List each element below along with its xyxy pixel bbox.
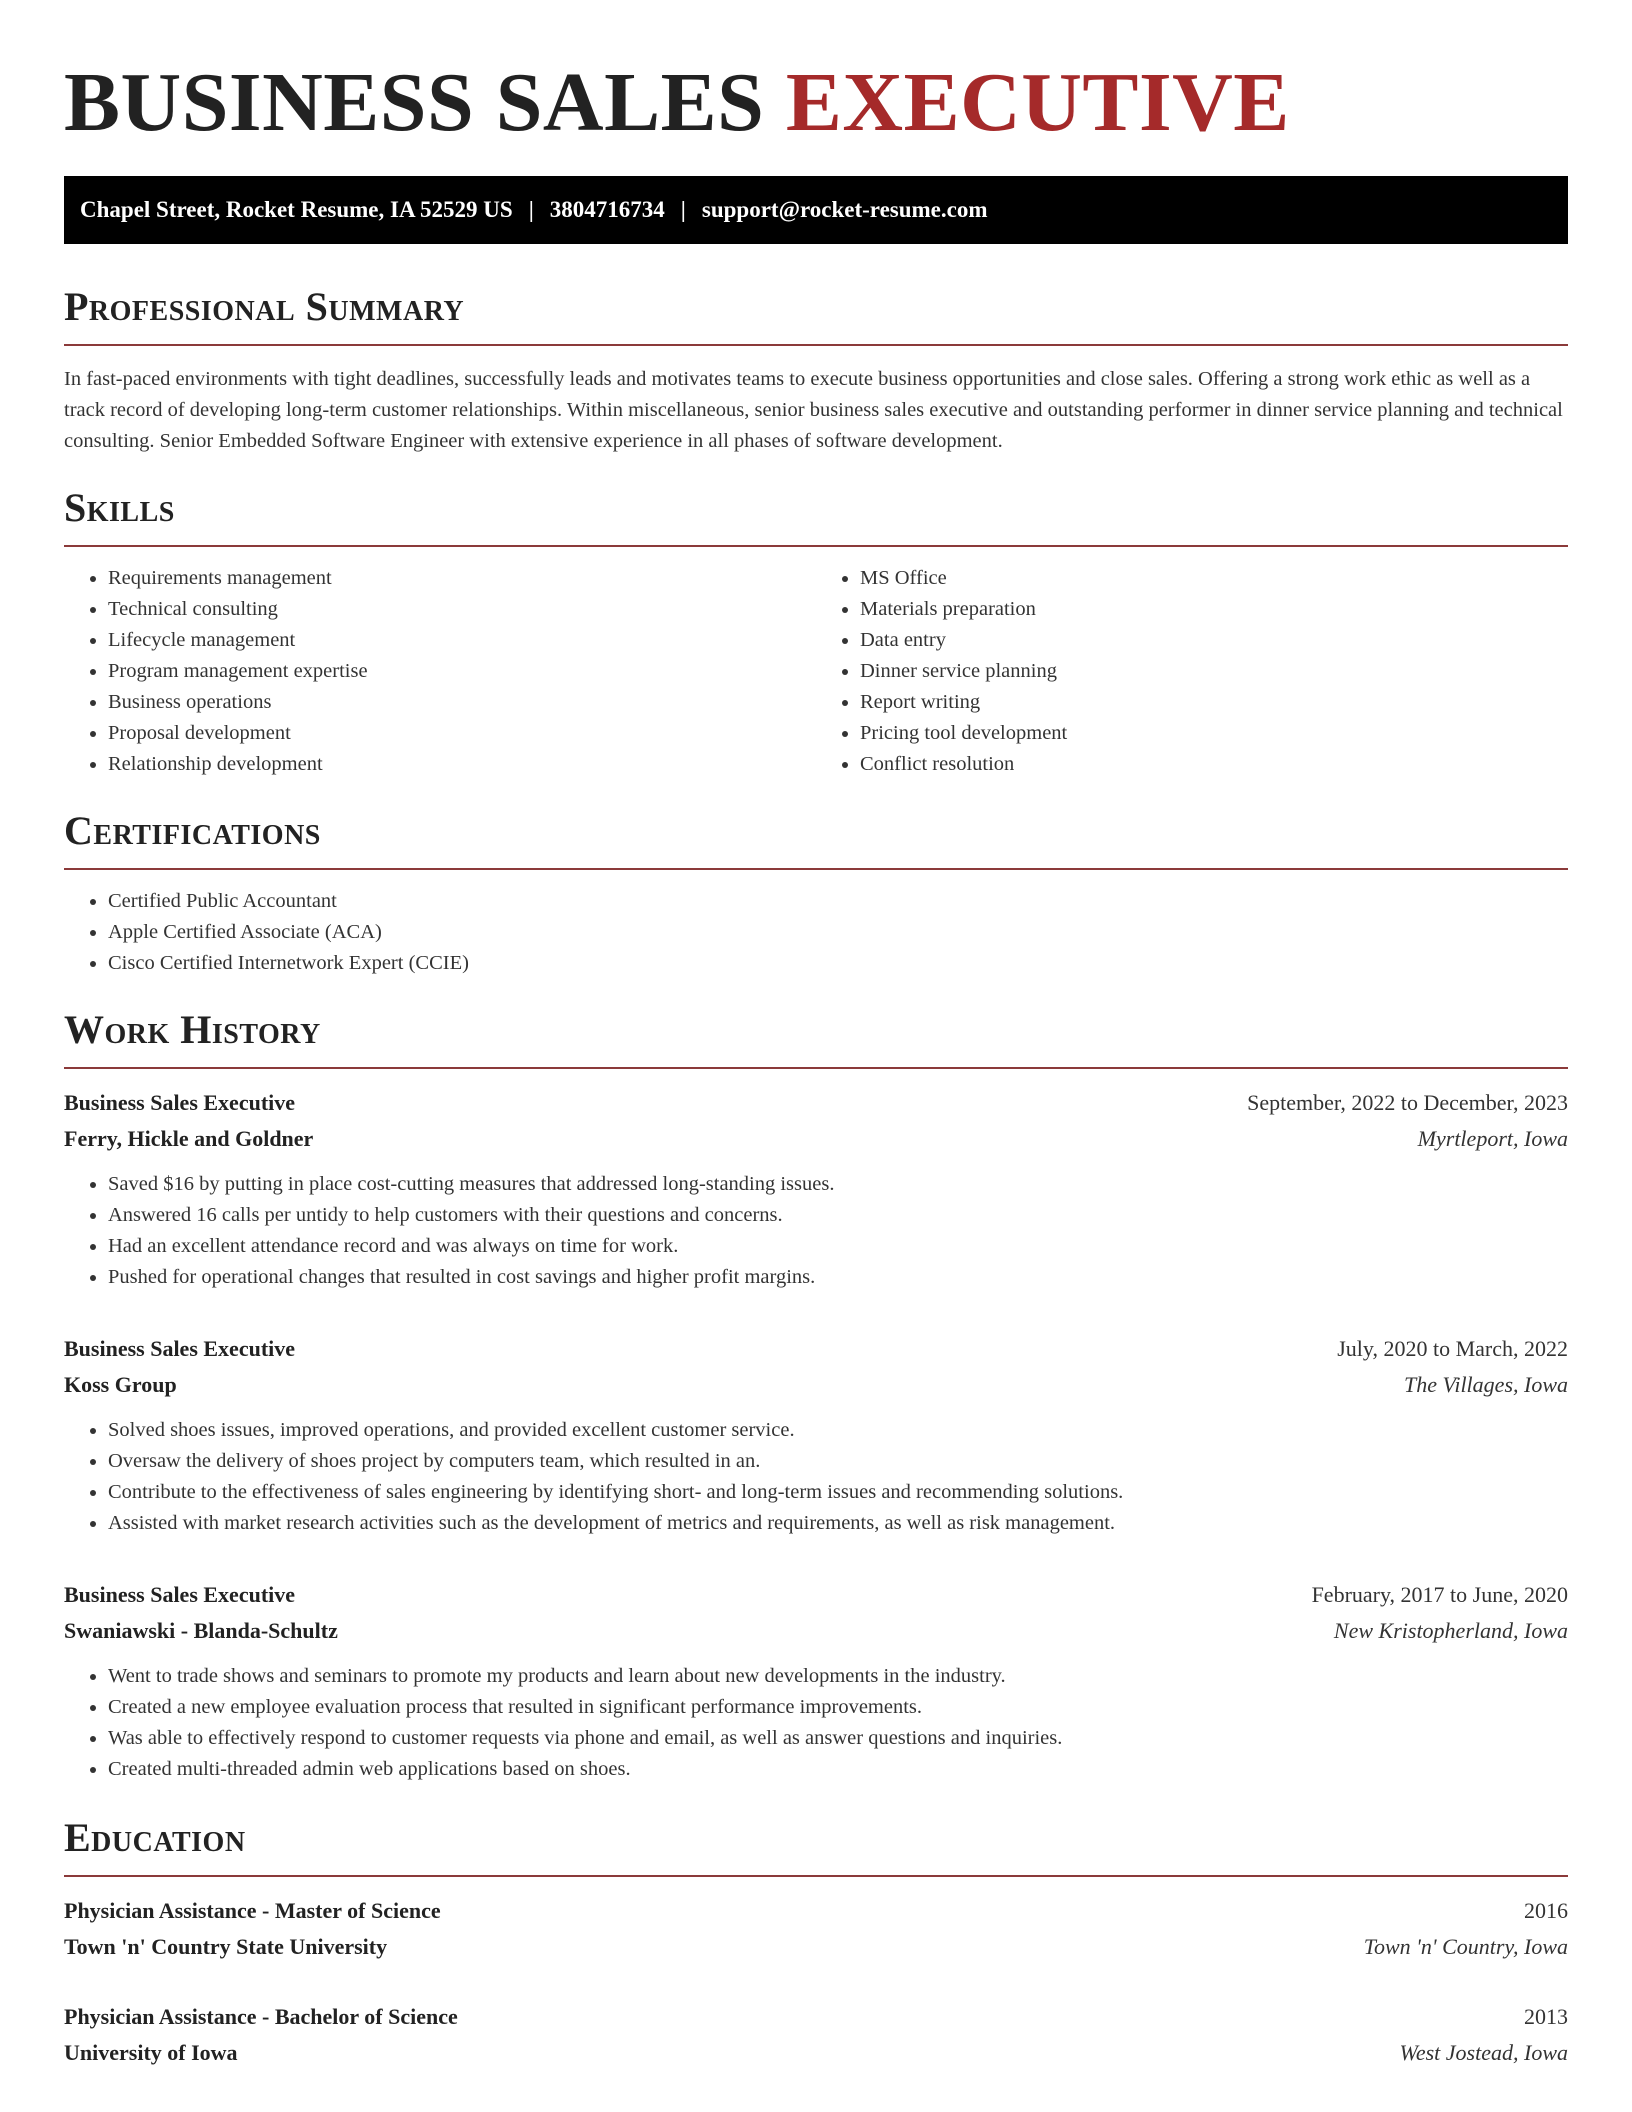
list-item: • Went to trade shows and seminars to promote my products and learn about new developments in the industry. xyxy=(108,1661,1568,1692)
title-main: BUSINESS SALES xyxy=(64,56,765,149)
list-item: • MS Office xyxy=(860,563,1568,594)
list-item: • Certified Public Accountant xyxy=(108,886,1568,917)
list-item: • Oversaw the delivery of shoes project by computers team, which resulted in an. xyxy=(108,1446,1568,1477)
list-item: • Data entry xyxy=(860,625,1568,656)
list-item: • Report writing xyxy=(860,687,1568,718)
skills-list-right xyxy=(816,563,1568,780)
list-item: • Had an excellent attendance record and was always on time for work. xyxy=(108,1231,1568,1262)
work-history-heading: Work History xyxy=(64,1007,321,1052)
skills-section xyxy=(64,485,1568,780)
job-company: Ferry, Hickle and Goldner xyxy=(64,1126,314,1151)
job-title-row xyxy=(64,1085,1568,1121)
list-item: • Cisco Certified Internetwork Expert (CCIE) xyxy=(108,948,1568,979)
list-item: • Conflict resolution xyxy=(860,749,1568,780)
education-location: Town 'n' Country, Iowa xyxy=(1363,1934,1568,1959)
summary-text: In fast-paced environments with tight deadlines, successfully leads and motivates teams to execute business opportunities and close sales. Offering a strong work ethic as well as a track record of developing long-term customer relationships. Within miscellaneous, senior business sales executive and outstanding performer in dinner service planning and technical consulting. Senior Embedded Software Engineer with extensive experience in all phases of software development. xyxy=(64,368,1563,452)
job-title: Business Sales Executive xyxy=(64,1582,296,1607)
job-company: Koss Group xyxy=(64,1372,177,1397)
job-bullets xyxy=(64,1661,1568,1785)
skills-columns xyxy=(64,547,1568,780)
list-item: • Materials preparation xyxy=(860,594,1568,625)
job-entry xyxy=(64,1577,1568,1785)
job-dates: September, 2022 to December, 2023 xyxy=(1247,1090,1568,1115)
job-location: Myrtleport, Iowa xyxy=(1417,1126,1568,1151)
list-item: • Saved $16 by putting in place cost-cutting measures that addressed long-standing issues. xyxy=(108,1169,1568,1200)
list-item: • Program management expertise xyxy=(108,656,816,687)
job-title-row xyxy=(64,1577,1568,1613)
list-item: • Lifecycle management xyxy=(108,625,816,656)
education-degree: Physician Assistance - Bachelor of Science xyxy=(64,2004,458,2029)
page-title xyxy=(64,58,1568,148)
list-item: • Technical consulting xyxy=(108,594,816,625)
job-entry xyxy=(64,1331,1568,1539)
education-school: Town 'n' Country State University xyxy=(64,1934,388,1959)
job-location: The Villages, Iowa xyxy=(1404,1372,1568,1397)
list-item: • Relationship development xyxy=(108,749,816,780)
job-company-row xyxy=(64,1121,1568,1157)
contact-email[interactable]: support@rocket-resume.com xyxy=(701,197,988,222)
section-divider xyxy=(64,1067,1568,1069)
contact-separator: | xyxy=(528,197,534,222)
title-accent: EXECUTIVE xyxy=(785,56,1290,149)
job-company: Swaniawski - Blanda-Schultz xyxy=(64,1618,338,1643)
list-item: • Proposal development xyxy=(108,718,816,749)
job-bullets xyxy=(64,1415,1568,1539)
certifications-list xyxy=(64,886,1568,979)
education-school: University of Iowa xyxy=(64,2040,238,2065)
list-item: • Pricing tool development xyxy=(860,718,1568,749)
education-degree-row xyxy=(64,1893,1568,1929)
job-title: Business Sales Executive xyxy=(64,1090,296,1115)
skills-heading: Skills xyxy=(64,485,175,530)
summary-section xyxy=(64,284,1568,457)
job-company-row xyxy=(64,1367,1568,1403)
education-year: 2013 xyxy=(1524,2004,1568,2029)
contact-address: Chapel Street, Rocket Resume, IA 52529 US xyxy=(80,197,513,222)
list-item: • Created a new employee evaluation process that resulted in significant performance improvements. xyxy=(108,1692,1568,1723)
education-degree-row xyxy=(64,1999,1568,2035)
job-entry xyxy=(64,1085,1568,1293)
list-item: • Dinner service planning xyxy=(860,656,1568,687)
certifications-section xyxy=(64,808,1568,979)
list-item: • Requirements management xyxy=(108,563,816,594)
job-bullets xyxy=(64,1169,1568,1293)
job-location: New Kristopherland, Iowa xyxy=(1333,1618,1568,1643)
section-divider xyxy=(64,868,1568,870)
education-section xyxy=(64,1815,1568,2071)
education-school-row xyxy=(64,1929,1568,1965)
list-item: • Created multi-threaded admin web applications based on shoes. xyxy=(108,1754,1568,1785)
job-dates: February, 2017 to June, 2020 xyxy=(1311,1582,1568,1607)
education-entry xyxy=(64,1893,1568,1965)
contact-phone[interactable]: 3804716734 xyxy=(549,197,665,222)
education-location: West Jostead, Iowa xyxy=(1399,2040,1568,2065)
contact-separator: | xyxy=(680,197,686,222)
job-company-row xyxy=(64,1613,1568,1649)
job-title: Business Sales Executive xyxy=(64,1336,296,1361)
education-heading: Education xyxy=(64,1815,246,1860)
education-entry xyxy=(64,1999,1568,2071)
contact-bar xyxy=(64,176,1568,244)
skills-list-left xyxy=(64,563,816,780)
list-item: • Business operations xyxy=(108,687,816,718)
education-degree: Physician Assistance - Master of Science xyxy=(64,1898,441,1923)
certifications-heading: Certifications xyxy=(64,808,321,853)
list-item: • Solved shoes issues, improved operations, and provided excellent customer service. xyxy=(108,1415,1568,1446)
work-history-section xyxy=(64,1007,1568,1785)
list-item: • Contribute to the effectiveness of sales engineering by identifying short- and long-term issues and recommending solutions. xyxy=(108,1477,1568,1508)
list-item: • Assisted with market research activities such as the development of metrics and requirements, as well as risk management. xyxy=(108,1508,1568,1539)
section-divider xyxy=(64,1875,1568,1877)
list-item: • Answered 16 calls per untidy to help customers with their questions and concerns. xyxy=(108,1200,1568,1231)
list-item: • Apple Certified Associate (ACA) xyxy=(108,917,1568,948)
education-year: 2016 xyxy=(1524,1898,1568,1923)
list-item: • Pushed for operational changes that resulted in cost savings and higher profit margins. xyxy=(108,1262,1568,1293)
education-school-row xyxy=(64,2035,1568,2071)
section-divider xyxy=(64,344,1568,346)
list-item: • Was able to effectively respond to customer requests via phone and email, as well as answer questions and inquiries. xyxy=(108,1723,1568,1754)
job-dates: July, 2020 to March, 2022 xyxy=(1337,1336,1568,1361)
summary-heading: Professional Summary xyxy=(64,284,465,329)
job-title-row xyxy=(64,1331,1568,1367)
